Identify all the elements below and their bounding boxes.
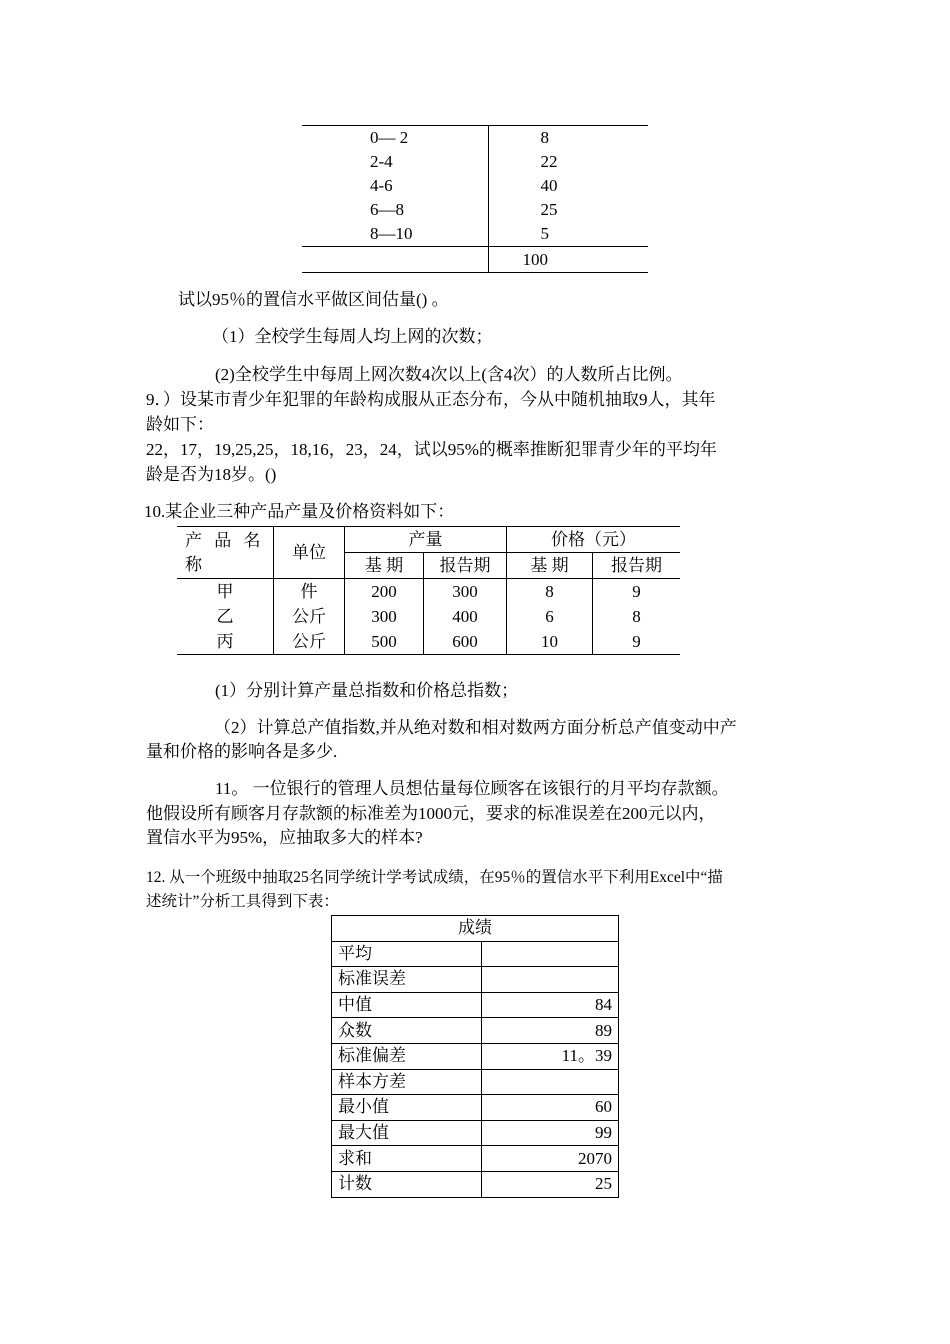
q9-line4: 龄是否为18岁。() xyxy=(146,465,277,484)
stat-value xyxy=(482,1069,619,1095)
table-row xyxy=(332,1069,619,1095)
stat-value: 84 xyxy=(482,992,619,1018)
stat-value: 60 xyxy=(482,1095,619,1121)
table-cell: 400 xyxy=(424,604,507,629)
stat-value xyxy=(482,941,619,967)
interval-cell: 4-6 xyxy=(302,174,488,198)
table-cell: 8 xyxy=(632,606,641,626)
descriptive-stats-table xyxy=(331,915,619,1198)
q8-part2: (2)全校学生中每周上网次数4次以上(含4次）的人数所占比例。 xyxy=(215,365,683,384)
q11-line3: 置信水平为95%，应抽取多大的样本? xyxy=(146,828,423,847)
table-cell: 10 xyxy=(507,629,593,655)
table-cell: 300 xyxy=(424,579,507,605)
table-cell: 500 xyxy=(345,629,424,655)
header-unit: 单位 xyxy=(274,527,345,579)
q8-part1: （1）全校学生每周人均上网的次数； xyxy=(212,327,493,346)
q12-line2: 述统计”分析工具得到下表： xyxy=(146,893,339,910)
q10-intro: 10.某企业三种产品产量及价格资料如下： xyxy=(144,502,455,521)
stat-value: 2070 xyxy=(482,1146,619,1172)
table-cell: 件 xyxy=(274,579,345,605)
q9-line1: 9．）设某市青少年犯罪的年龄构成服从正态分布，今从中随机抽取9人，其年 xyxy=(146,390,716,409)
table-row xyxy=(302,174,648,198)
stat-label: 中值 xyxy=(332,992,482,1018)
stat-label: 最大值 xyxy=(332,1120,482,1146)
table-row xyxy=(332,1095,619,1121)
table-row xyxy=(332,941,619,967)
header-price-base: 基 期 xyxy=(507,553,593,579)
table-row xyxy=(332,1146,619,1172)
q8-intro: 试以95％的置信水平做区间估量() 。 xyxy=(178,290,449,309)
header-quantity-base: 基 期 xyxy=(345,553,424,579)
table-row xyxy=(302,150,648,174)
table-cell: 6 xyxy=(507,604,593,629)
stat-value: 89 xyxy=(482,1018,619,1044)
count-cell: 8 xyxy=(540,128,549,147)
q10-part2b: 量和价格的影响各是多少. xyxy=(146,742,338,761)
table-row xyxy=(332,967,619,993)
table-cell: 乙 xyxy=(177,604,274,629)
count-cell: 22 xyxy=(540,152,558,171)
stat-value: 99 xyxy=(482,1120,619,1146)
stat-label: 众数 xyxy=(332,1018,482,1044)
header-price-report: 报告期 xyxy=(593,553,681,579)
interval-cell: 8—10 xyxy=(302,222,488,247)
stat-label: 最小值 xyxy=(332,1095,482,1121)
stat-label: 求和 xyxy=(332,1146,482,1172)
header-quantity: 产量 xyxy=(345,527,507,553)
table-row xyxy=(302,126,648,151)
header-quantity-report: 报告期 xyxy=(424,553,507,579)
count-cell: 5 xyxy=(540,224,549,243)
stat-value xyxy=(482,967,619,993)
stat-label: 标准偏差 xyxy=(332,1043,482,1069)
table-cell: 9 xyxy=(632,631,641,651)
table-row xyxy=(332,1171,619,1197)
q10-part1: (1）分别计算产量总指数和价格总指数； xyxy=(215,681,519,700)
table-cell: 公斤 xyxy=(274,629,345,655)
table-row xyxy=(177,579,680,605)
table-row xyxy=(302,198,648,222)
stat-label: 样本方差 xyxy=(332,1069,482,1095)
header-product: 产 品 名 称 xyxy=(177,527,274,579)
total-cell: 100 xyxy=(488,247,648,273)
q9-line2: 龄如下： xyxy=(146,415,214,434)
stat-value: 11。39 xyxy=(482,1043,619,1069)
table-cell: 8 xyxy=(507,579,593,605)
table-cell: 200 xyxy=(345,579,424,605)
product-table xyxy=(177,526,680,655)
q11-line1: 11。 一位银行的管理人员想估量每位顾客在该银行的月平均存款额。 xyxy=(215,779,729,798)
count-cell: 40 xyxy=(540,176,558,195)
total-row xyxy=(302,247,648,273)
stat-value: 25 xyxy=(482,1171,619,1197)
interval-cell: 6—8 xyxy=(302,198,488,222)
q11-line2: 他假设所有顾客月存款额的标准差为1000元，要求的标准误差在200元以内， xyxy=(146,804,716,823)
table-cell: 公斤 xyxy=(274,604,345,629)
q10-part2a: （2）计算总产值指数,并从绝对数和相对数两方面分析总产值变动中产 xyxy=(214,718,737,737)
count-cell: 25 xyxy=(540,200,558,219)
q12-line1: 12. 从一个班级中抽取25名同学统计学考试成绩，在95％的置信水平下利用Excel中“描 xyxy=(146,869,723,886)
table-row xyxy=(332,992,619,1018)
stat-label: 计数 xyxy=(332,1171,482,1197)
table-row xyxy=(302,222,648,247)
table-cell: 600 xyxy=(424,629,507,655)
frequency-table xyxy=(302,125,648,273)
stat-label: 平均 xyxy=(332,941,482,967)
table-cell: 甲 xyxy=(177,579,274,605)
table-cell: 9 xyxy=(593,579,681,605)
interval-cell: 2-4 xyxy=(302,150,488,174)
table-cell: 丙 xyxy=(177,629,274,655)
q9-line3: 22，17，19,25,25，18,16，23，24，试以95%的概率推断犯罪青少年的平均年 xyxy=(146,440,717,459)
interval-cell: 0— 2 xyxy=(302,126,488,151)
header-price: 价格（元） xyxy=(551,529,636,549)
table-row xyxy=(177,629,680,655)
table-row xyxy=(332,1043,619,1069)
table-cell: 300 xyxy=(345,604,424,629)
stats-header: 成绩 xyxy=(332,916,619,942)
stat-label: 标准误差 xyxy=(332,967,482,993)
table-row xyxy=(332,1120,619,1146)
table-row xyxy=(332,1018,619,1044)
table-row xyxy=(177,604,680,629)
total-label-cell xyxy=(302,247,488,273)
